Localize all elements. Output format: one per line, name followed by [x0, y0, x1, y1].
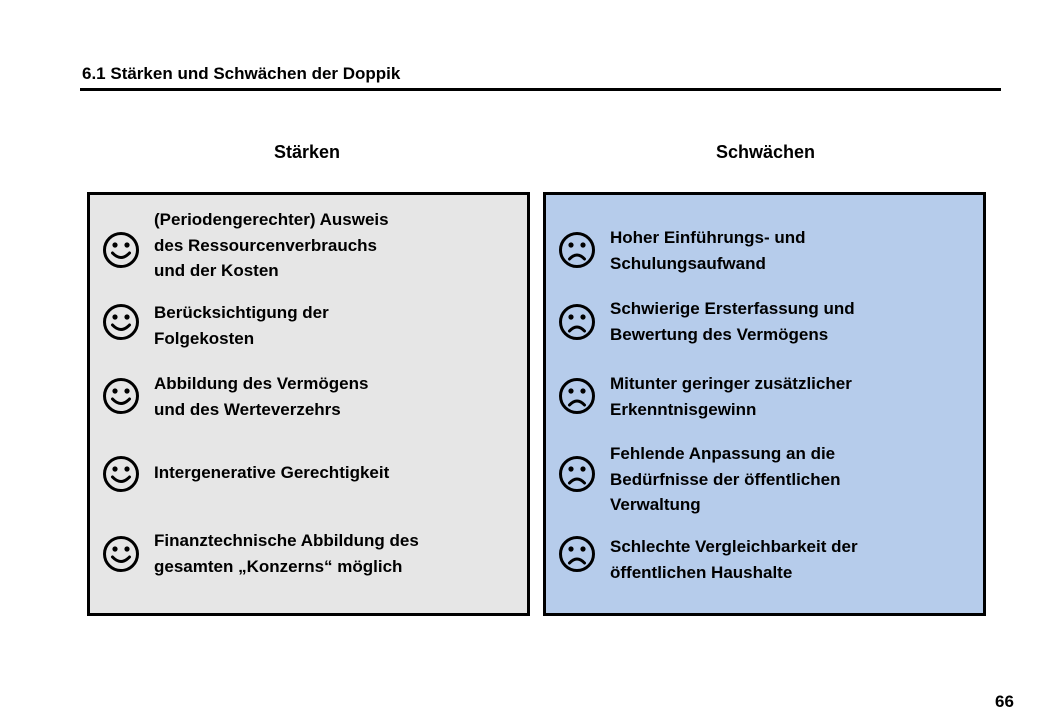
weakness-text: Schlechte Vergleichbarkeit der öffentlichen Haushalte [610, 537, 858, 582]
smiley-face-icon [102, 535, 140, 573]
weakness-text: Hoher Einführungs- und Schulungsaufwand [610, 228, 806, 273]
smiley-face-icon [102, 231, 140, 269]
strength-text: (Periodengerechter) Ausweis des Ressourcenverbrauchs und der Kosten [154, 210, 389, 280]
frowning-face-icon [558, 535, 596, 573]
strength-text: Intergenerative Gerechtigkeit [154, 463, 390, 482]
page-title: 6.1 Stärken und Schwächen der Doppik [82, 64, 401, 83]
weakness-text: Fehlende Anpassung an die Bedürfnisse der öffentlichen Verwaltung [610, 444, 841, 514]
title-underline [80, 88, 1001, 91]
smiley-face-icon [102, 455, 140, 493]
strengths-heading: Stärken [274, 142, 341, 162]
weaknesses-heading: Schwächen [716, 142, 816, 162]
strengths-panel [87, 192, 530, 616]
weakness-text: Mitunter geringer zusätzlicher Erkenntnisgewinn [610, 374, 852, 419]
frowning-face-icon [558, 455, 596, 493]
strength-text: Berücksichtigung der Folgekosten [154, 303, 329, 348]
page-number: 66 [995, 692, 1014, 711]
frowning-face-icon [558, 303, 596, 341]
strength-text: Abbildung des Vermögens und des Werteverzehrs [154, 374, 369, 419]
frowning-face-icon [558, 377, 596, 415]
weaknesses-panel [543, 192, 986, 616]
strength-text: Finanztechnische Abbildung des gesamten „Konzerns“ möglich [154, 531, 419, 576]
smiley-face-icon [102, 303, 140, 341]
frowning-face-icon [558, 231, 596, 269]
smiley-face-icon [102, 377, 140, 415]
weakness-text: Schwierige Ersterfassung und Bewertung des Vermögens [610, 299, 855, 344]
